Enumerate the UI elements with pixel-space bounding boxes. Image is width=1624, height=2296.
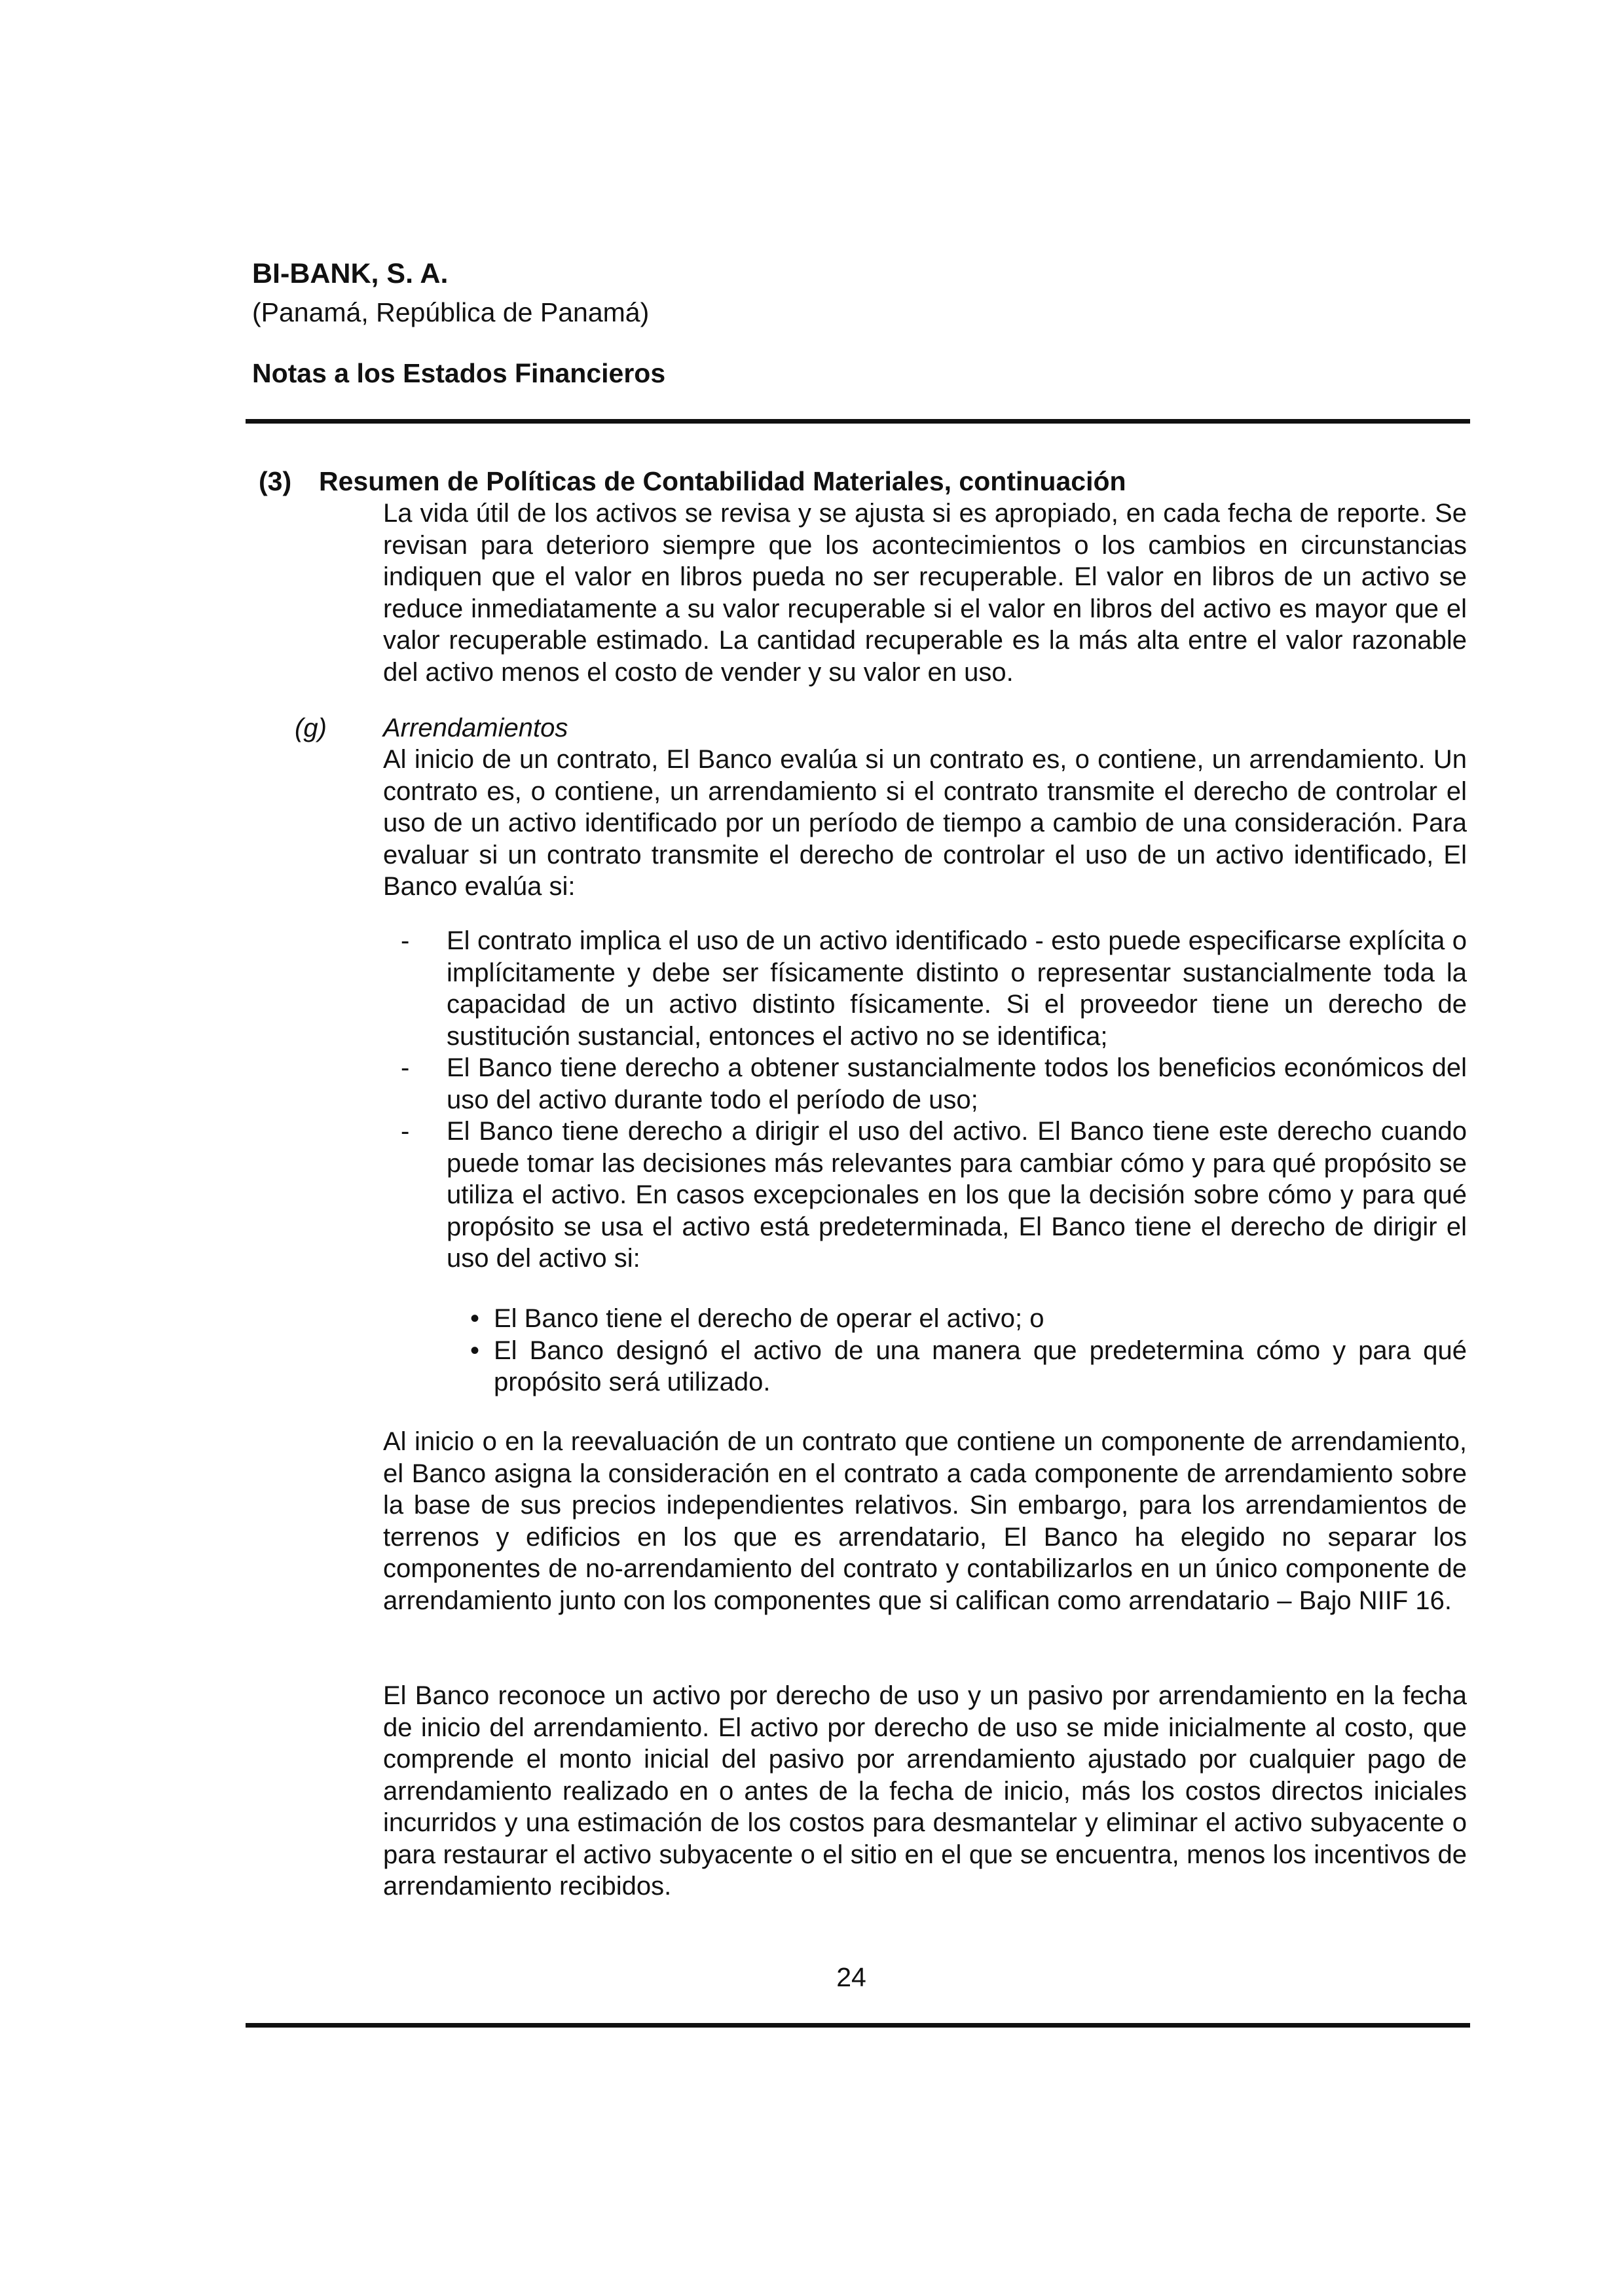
list-item-text: El contrato implica el uso de un activo identificado - esto puede especificarse explícita o implícitamente y debe ser físicamente distinto o representar sustancialmente toda la capacidad de un activo distinto físicamente. Si el proveedor tiene un derecho de sustitución sustancial, entonces el activo no se identifica; bbox=[447, 926, 1467, 1051]
company-location: (Panamá, República de Panamá) bbox=[252, 297, 650, 327]
document-title: Notas a los Estados Financieros bbox=[252, 358, 666, 388]
list-item bbox=[401, 1116, 1467, 1275]
list-item-text: El Banco tiene derecho a obtener sustancialmente todos los beneficios económicos del uso del activo durante todo el período de uso; bbox=[447, 1053, 1467, 1114]
bullet-icon: • bbox=[470, 1336, 480, 1365]
lease-paragraph-2: Al inicio o en la reevaluación de un contrato que contiene un componente de arrendamiento, el Banco asigna la consideración en el contrato a cada componente de arrendamiento sobre la base de sus precios independientes relativos. Sin embargo, para los arrendamientos de terrenos y edificios en los que es arrendatario, El Banco ha elegido no separar los componentes de no-arrendamiento del contrato y contabilizarlos en un único componente de arrendamiento junto con los componentes que si califican como arrendatario – Bajo NIIF 16. bbox=[383, 1427, 1467, 1615]
section-title: Resumen de Políticas de Contabilidad Materiales, continuación bbox=[319, 466, 1126, 496]
lease-paragraph-3: El Banco reconoce un activo por derecho de uso y un pasivo por arrendamiento en la fecha de inicio del arrendamiento. El activo por derecho de uso se mide inicialmente al costo, que comprende el monto inicial del pasivo por arrendamiento ajustado por cualquier pago de arrendamiento realizado en o antes de la fecha de inicio, más los costos directos iniciales incurridos y una estimación de los costos para desmantelar y eliminar el activo subyacente o para restaurar el activo subyacente o el sitio en el que se encuentra, menos los incentivos de arrendamiento recibidos. bbox=[383, 1681, 1467, 1901]
section-number: (3) bbox=[259, 466, 292, 496]
direction-bullet-list bbox=[470, 1303, 1467, 1398]
lease-paragraph-1: Al inicio de un contrato, El Banco evalúa si un contrato es, o contiene, un arrendamiento. Un contrato es, o contiene, un arrendamiento si el contrato transmite el derecho de controlar el uso de un activo identificado por un período de tiempo a cambio de una consideración. Para evaluar si un contrato transmite el derecho de controlar el uso de un activo identificado, El Banco evalúa si: bbox=[383, 745, 1467, 901]
list-item bbox=[470, 1303, 1467, 1335]
list-item-text: El Banco designó el activo de una manera que predetermina cómo y para qué propósito será utilizado. bbox=[494, 1336, 1467, 1396]
list-item bbox=[470, 1335, 1467, 1398]
page-number: 24 bbox=[836, 1962, 866, 1992]
footer-divider bbox=[246, 2023, 1470, 2028]
dash-marker: - bbox=[401, 1053, 410, 1082]
dash-marker: - bbox=[401, 926, 410, 955]
criteria-dash-list bbox=[401, 925, 1467, 1275]
bullet-icon: • bbox=[470, 1304, 480, 1333]
company-name: BI-BANK, S. A. bbox=[252, 258, 449, 289]
header-divider bbox=[246, 419, 1470, 424]
list-item-text: El Banco tiene derecho a dirigir el uso del activo. El Banco tiene este derecho cuando puede tomar las decisiones más relevantes para cambiar cómo y para qué propósito se utiliza el activo. En casos excepcionales en los que la decisión sobre cómo y para qué propósito se usa el activo está predeterminada, El Banco tiene el derecho de dirigir el uso del activo si: bbox=[447, 1117, 1467, 1273]
dash-marker: - bbox=[401, 1117, 410, 1146]
list-item bbox=[401, 925, 1467, 1052]
subsection-title: Arrendamientos bbox=[383, 714, 568, 742]
intro-paragraph: La vida útil de los activos se revisa y se ajusta si es apropiado, en cada fecha de reporte. Se revisan para deterioro siempre que los acontecimientos o los cambios en circunstancias indiquen que el valor en libros pueda no ser recuperable. El valor en libros de un activo se reduce inmediatamente a su valor recuperable si el valor en libros del activo es mayor que el valor recuperable estimado. La cantidad recuperable es la más alta entre el valor razonable del activo menos el costo de vender y su valor en uso. bbox=[383, 499, 1467, 687]
list-item-text: El Banco tiene el derecho de operar el activo; o bbox=[494, 1304, 1044, 1333]
list-item bbox=[401, 1052, 1467, 1116]
subsection-letter: (g) bbox=[295, 714, 327, 742]
